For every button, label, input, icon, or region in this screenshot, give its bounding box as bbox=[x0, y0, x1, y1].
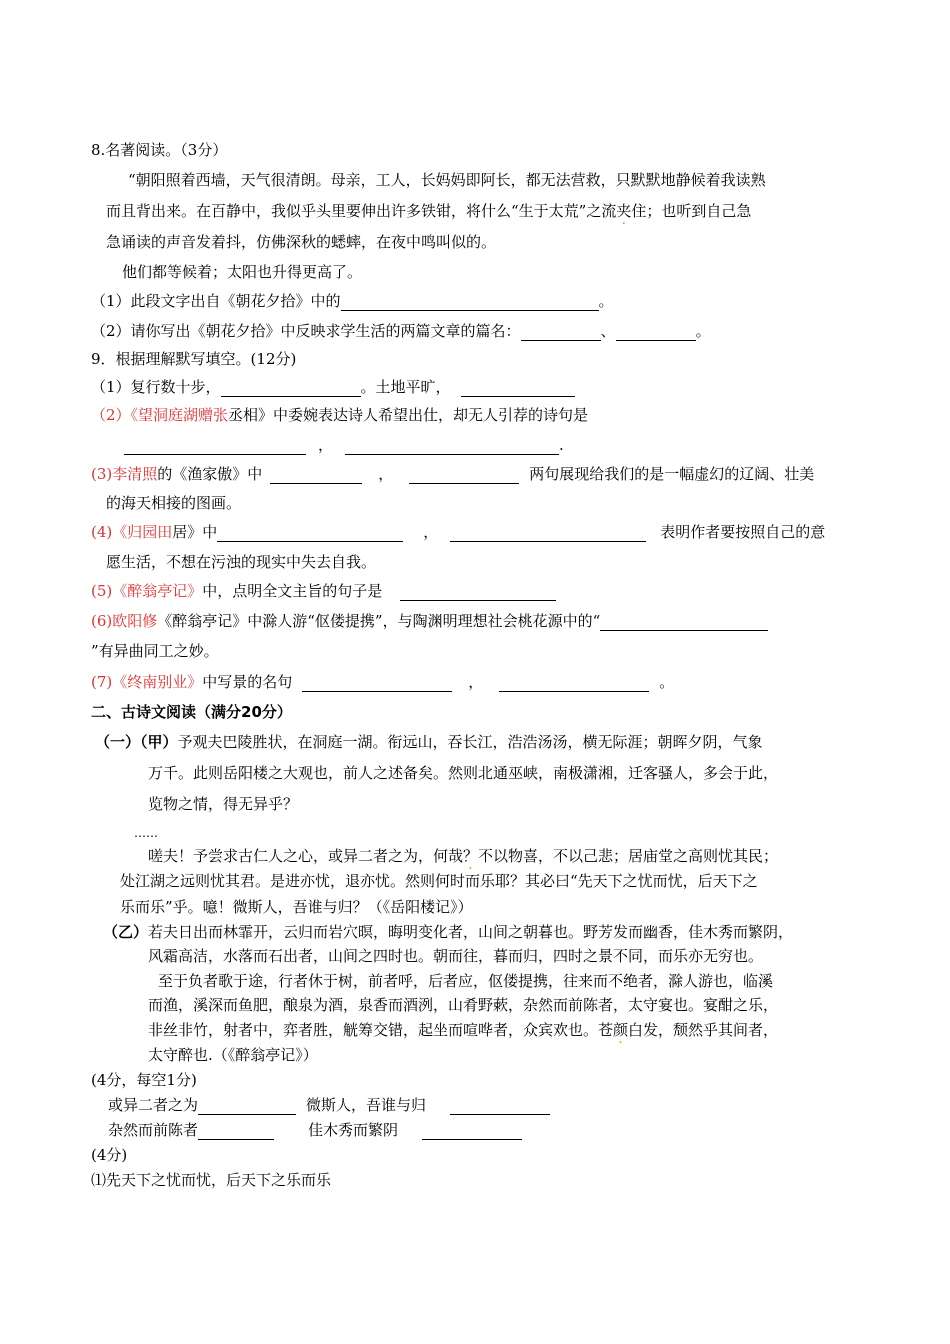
q9-item5-blank[interactable] bbox=[400, 584, 556, 601]
q9-item7: (7)《终南别业》中写景的名句 ， 。 bbox=[91, 673, 675, 691]
q10-blank3[interactable] bbox=[198, 1123, 274, 1140]
jia-p2-line2: 处江湖之远则忧其君。是进亦忧，退亦忧。然则何时而乐耶？其必曰“先天下之忧而忧，后天下之 bbox=[120, 872, 758, 890]
yi-line1: （乙）若夫日出而林霏开，云归而岩穴暝，晦明变化者，山间之朝暮也。野芳发而幽香，佳木秀而繁阴， bbox=[103, 923, 794, 941]
q9-item6-blank[interactable] bbox=[600, 614, 768, 631]
q9-item3-line2: 的海天相接的图画。 bbox=[106, 494, 242, 512]
q9-item2-blanks: ， . bbox=[124, 435, 564, 455]
jia-p2-line1: 嗟夫！予尝求古仁人之心，或异二者之为，何哉？ ·不以物喜，不以己悲；居庙堂之高则忧其民； bbox=[148, 846, 778, 866]
q9-item4-blank1[interactable] bbox=[217, 525, 403, 542]
q10-row2: 杂然而前陈者 佳木秀而繁阴 bbox=[108, 1120, 522, 1140]
q9-item1-blank2[interactable] bbox=[461, 380, 575, 397]
q11-score: (4分) bbox=[91, 1146, 128, 1164]
q10-blank1[interactable] bbox=[198, 1098, 296, 1115]
q9-item4-blank2[interactable] bbox=[450, 525, 646, 542]
q8-sub1: （1）此段文字出自《朝花夕拾》中的 。 bbox=[91, 292, 614, 310]
yi-line2: 风霜高洁，水落而石出者，山间之四时也。朝而往，暮而归，四时之景不同，而乐亦无穷也。 bbox=[148, 947, 764, 965]
q10-blank2[interactable] bbox=[450, 1098, 550, 1115]
q10-score: (4分，每空1分) bbox=[91, 1071, 197, 1089]
jia-line3: 览物之情，得无异乎？ bbox=[148, 795, 299, 813]
jia-line2: 万千。此则岳阳楼之大观也，前人之述备矣。然则北通巫峡，南极潇湘，迁客骚人，多会于此， bbox=[148, 764, 779, 782]
q9-item3-blank2[interactable] bbox=[409, 467, 519, 484]
q9-item7-blank1[interactable] bbox=[302, 675, 452, 692]
q8-quote-para2: 他们都等候着；太阳也升得更高了。 bbox=[122, 263, 363, 281]
section2-title: 二、古诗文阅读（满分20分） bbox=[91, 703, 292, 721]
q9-item3: (3)李清照的《渔家傲》中 ， 两句展现给我们的是一幅虚幻的辽阔、壮美 bbox=[91, 465, 815, 483]
q8-sub2-blank1[interactable] bbox=[521, 324, 601, 341]
q9-item3-blank1[interactable] bbox=[270, 467, 362, 484]
jia-line1: （一）（甲）予观夫巴陵胜状，在洞庭一湖。衔远山，吞长江，浩浩汤汤，横无际涯；朝晖夕阴，气象 bbox=[95, 733, 763, 751]
yi-p2-line1: 至于负者歌于途，行者休于树，前者呼，后者应，伛偻提携，往来而不绝者，滁人游也，临溪 bbox=[158, 972, 774, 990]
q9-item6: (6)欧阳修《醉翁亭记》中滁人游“伛偻提携”，与陶渊明理想社会桃花源中的“ bbox=[91, 611, 768, 631]
q9-item1: （1）复行数十步， 。土地平旷， bbox=[91, 377, 575, 397]
q9-item2: （2）《望洞庭湖赠张丞相》中委婉表达诗人希望出仕，却无人引荐的诗句是 bbox=[91, 406, 589, 424]
q9-item2-blank2[interactable] bbox=[345, 438, 559, 455]
q9-item6-line2: ”有异曲同工之妙。 bbox=[91, 642, 219, 660]
q9-item4: (4)《归园田居》中 ， 表明作者要按照自己的意 bbox=[91, 523, 826, 541]
q10-blank4[interactable] bbox=[422, 1123, 522, 1140]
q9-item1-blank1[interactable] bbox=[221, 380, 361, 397]
q8-sub2-blank2[interactable] bbox=[616, 324, 696, 341]
q9-item4-line2: 愿生活，不想在污浊的现实中失去自我。 bbox=[106, 553, 377, 571]
q8-quote-line3: 急诵读的声音发着抖，仿佛深秋的蟋蟀，在夜中鸣叫似的。 bbox=[106, 233, 497, 251]
yi-p2-line3: 非丝非竹，射者中，弈者胜，觥筹交错，起坐而喧哗者，众宾欢也。苍颜白发，颓然乎其间者， bbox=[148, 1021, 779, 1039]
q9-item7-blank2[interactable] bbox=[499, 675, 649, 692]
q9-title: 9．根据理解默写填空。(12分) bbox=[91, 350, 297, 368]
q8-sub2: （2）请你写出《朝花夕拾》中反映求学生活的两篇文章的篇名： 、 。 bbox=[91, 322, 711, 340]
jia-ellipsis: …… bbox=[134, 826, 158, 840]
q8-sub1-blank[interactable] bbox=[341, 294, 599, 311]
yi-p2-line4: 太守醉也.（《醉翁亭记》） bbox=[148, 1046, 318, 1064]
q11-item1: ⑴先天下之忧而忧，后天下之乐而乐 bbox=[91, 1171, 332, 1189]
q8-quote-line2: 而且背出来。在百静中，我似乎头里要伸出许多铁钳，将什么“生于太荒”之流夹住；也听到自己急 bbox=[106, 202, 752, 220]
jia-p2-line3: 乐而乐”乎。噫！微斯人，吾谁与归？（《岳阳楼记》） bbox=[120, 898, 473, 916]
q9-item5: (5)《醉翁亭记》中，点明全文主旨的句子是 bbox=[91, 581, 556, 601]
q8-title: 8.名著阅读。（3分） bbox=[91, 141, 228, 159]
q10-row1: 或异二者之为 微斯人，吾谁与归 bbox=[108, 1095, 550, 1115]
yi-p2-line2: 而渔，溪深而鱼肥，酿泉为酒，泉香而酒洌，山肴野蔌，杂然而前陈者，太守宴也。宴酣之乐， bbox=[148, 996, 779, 1014]
q8-quote-line1: “朝阳照着西墙，天气很清朗。母亲，工人，长妈妈即阿长，都无法营救，只默默地静候着我读熟 bbox=[128, 171, 766, 189]
q9-item2-blank1[interactable] bbox=[124, 438, 306, 455]
